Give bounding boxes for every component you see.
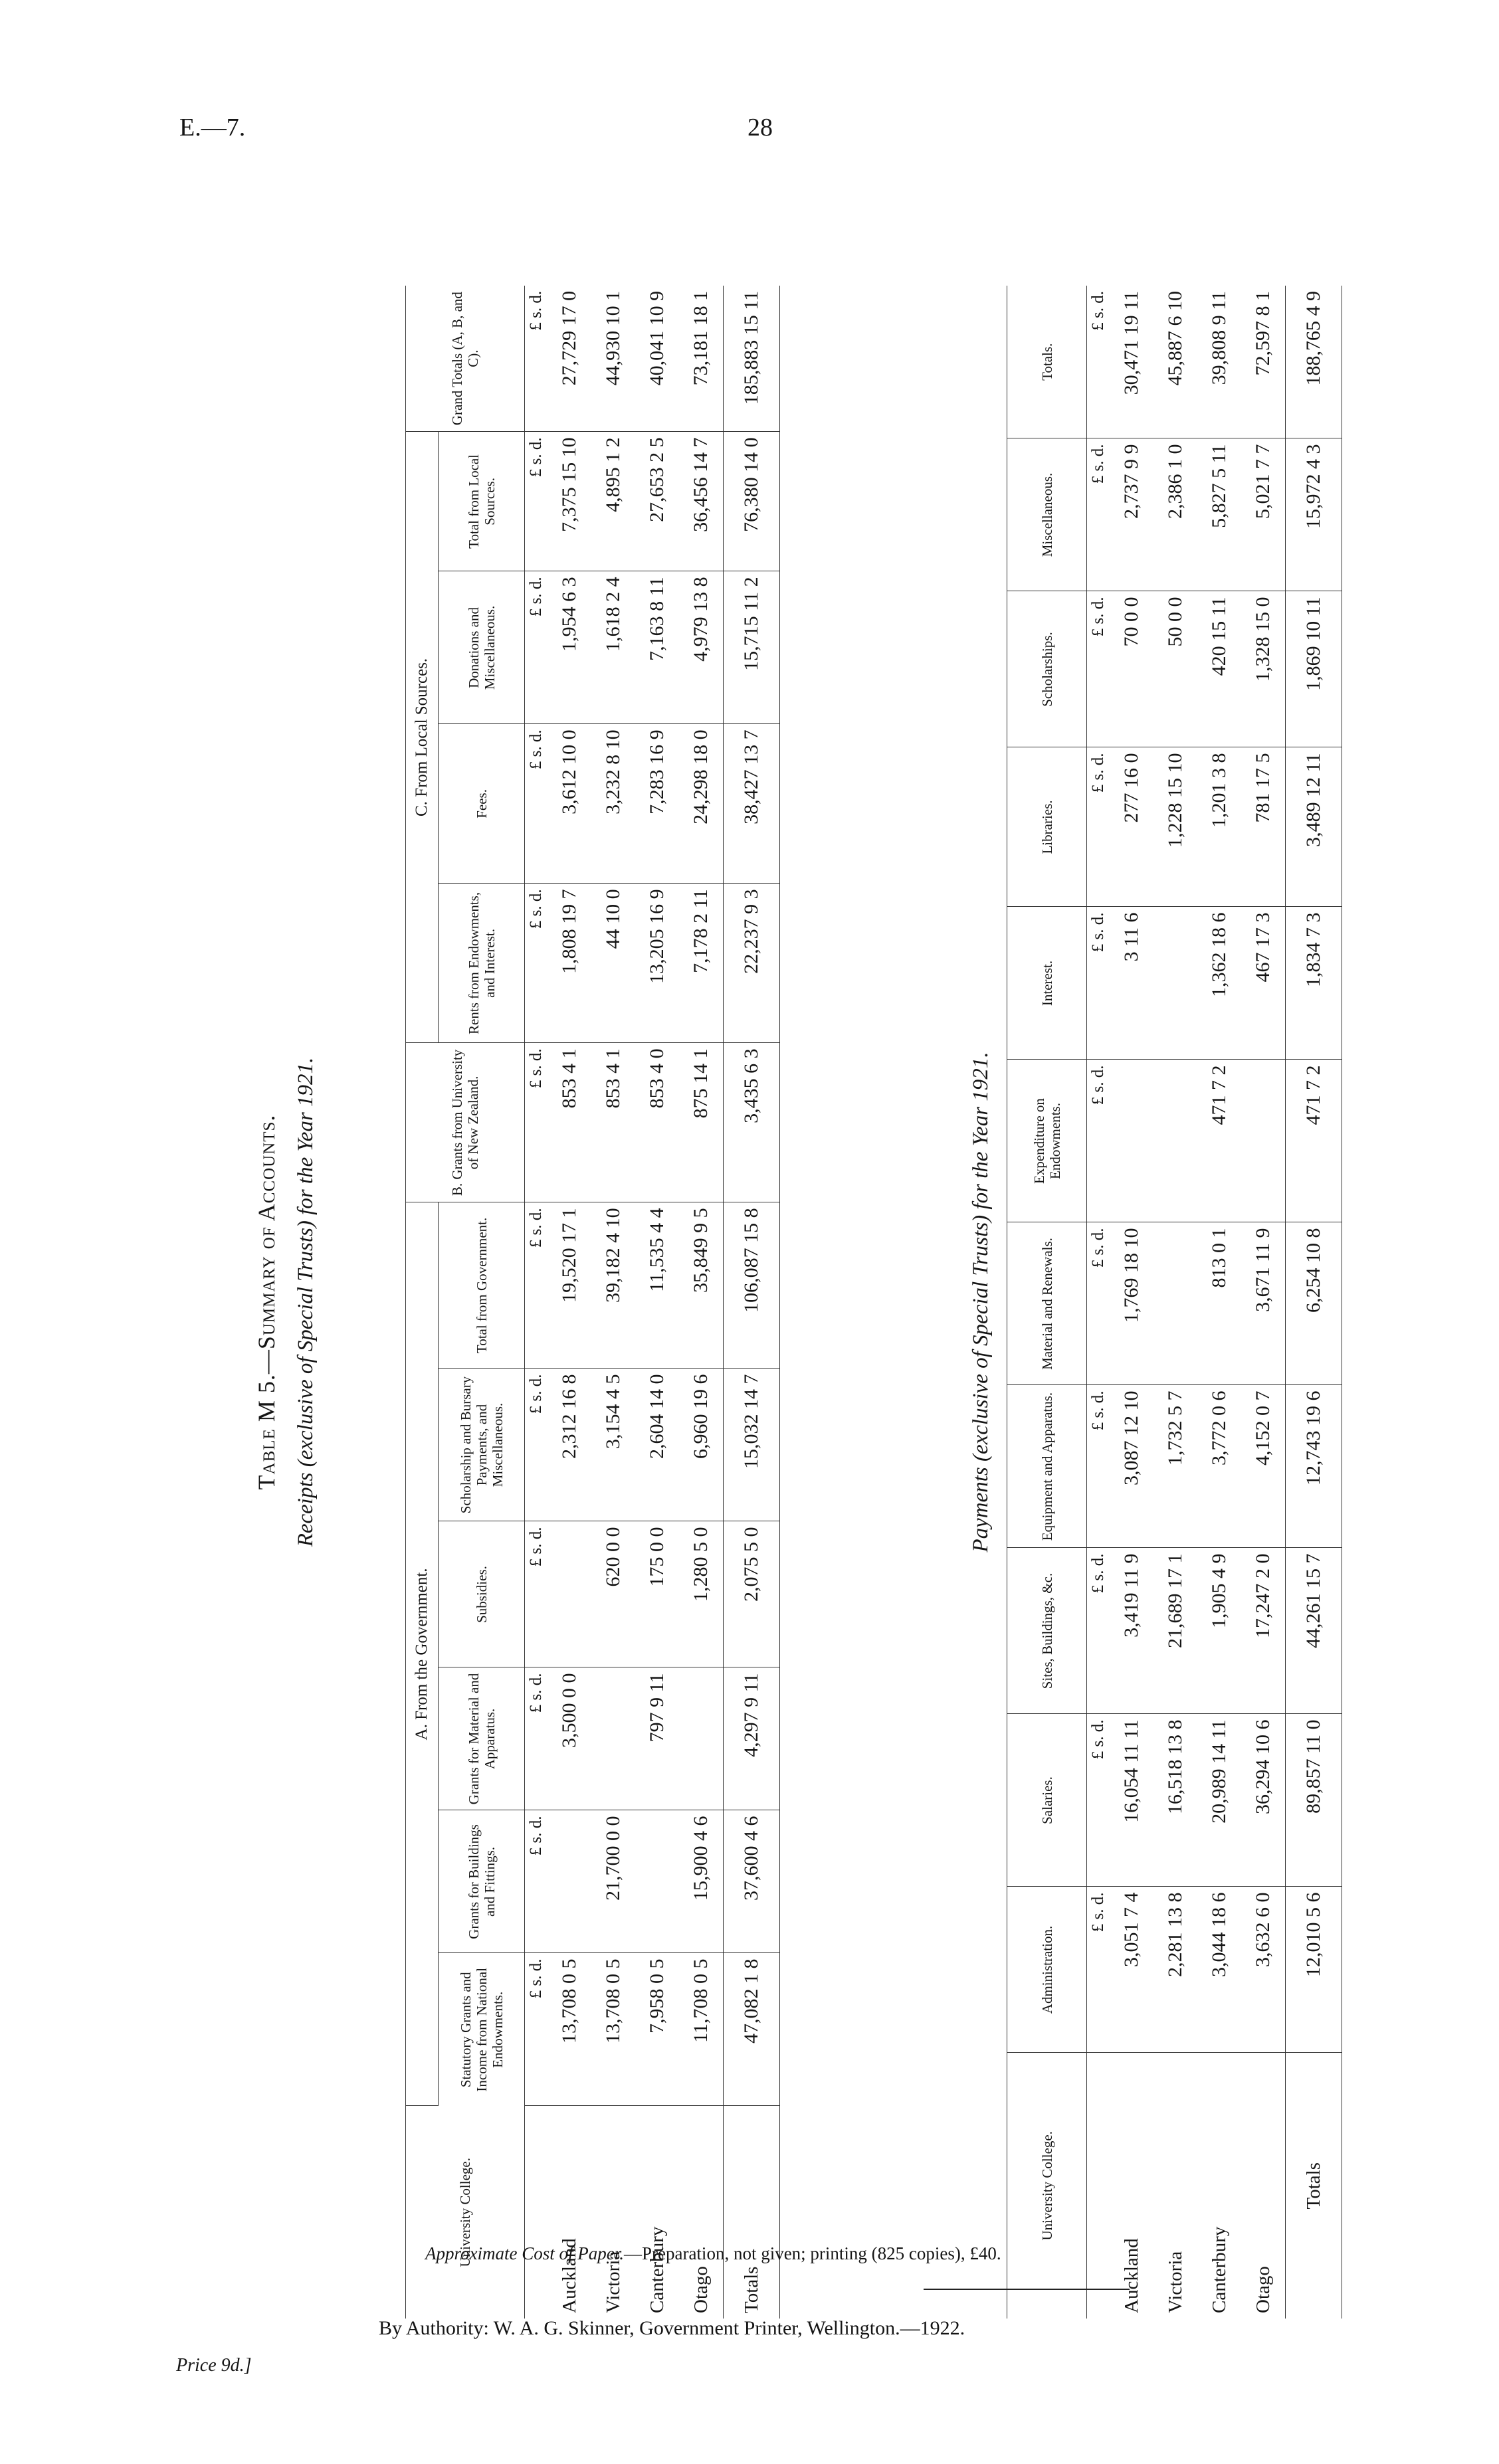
table-row xyxy=(1110,286,1153,2319)
payments-header-college: University College. xyxy=(1007,2053,1087,2319)
units-label: £ s. d. xyxy=(525,884,548,1043)
college-name: Auckland xyxy=(558,2238,580,2313)
cell: 11,535 4 4 xyxy=(635,1202,679,1369)
cell: 1,769 18 10 xyxy=(1110,1222,1153,1385)
table-row xyxy=(591,286,635,2319)
payments-subtitle: Payments (exclusive of Special Trusts) for the Year 1921. xyxy=(969,1052,993,1553)
payments-header-sites: Sites, Buildings, &c. xyxy=(1007,1548,1087,1714)
cell: 36,294 10 6 xyxy=(1241,1714,1286,1887)
page-reference: E.—7. xyxy=(179,114,246,142)
cell: 853 4 1 xyxy=(548,1043,591,1202)
cell: 7,283 16 9 xyxy=(635,724,679,884)
cell: 11,708 0 5 xyxy=(679,1953,724,2106)
units-label: £ s. d. xyxy=(525,1369,548,1521)
table-row xyxy=(679,286,724,2319)
receipts-header-statutory: Statutory Grants and Income from National Endowments. xyxy=(439,1953,525,2106)
units-label: £ s. d. xyxy=(1087,747,1110,907)
cell: 853 4 0 xyxy=(635,1043,679,1202)
cell: 24,298 18 0 xyxy=(679,724,724,884)
cell: 17,247 2 0 xyxy=(1241,1548,1286,1714)
receipts-header-fees: Fees. xyxy=(439,724,525,884)
college-name: Canterbury xyxy=(1208,2226,1230,2313)
receipts-header-college: University College. xyxy=(406,2106,525,2319)
cell: 13,708 0 5 xyxy=(548,1953,591,2106)
cell: 3,044 18 6 xyxy=(1197,1887,1241,2053)
cell: 1,362 18 6 xyxy=(1197,907,1241,1060)
cell: 3,671 11 9 xyxy=(1241,1222,1286,1385)
units-blank xyxy=(1087,2053,1110,2319)
units-label: £ s. d. xyxy=(1087,1548,1110,1714)
college-name: Victoria xyxy=(1164,2251,1186,2313)
receipts-table xyxy=(405,286,780,2319)
units-label: £ s. d. xyxy=(1087,1222,1110,1385)
table-row xyxy=(1197,286,1241,2319)
units-label: £ s. d. xyxy=(1087,591,1110,747)
totals-row xyxy=(1286,286,1342,2319)
cell: 4,895 1 2 xyxy=(591,432,635,571)
total-cell: 15,972 4 3 xyxy=(1286,438,1342,591)
cell: 16,054 11 11 xyxy=(1110,1714,1153,1887)
cell xyxy=(679,1667,724,1810)
cell: 15,900 4 6 xyxy=(679,1810,724,1953)
payments-header-equipment: Equipment and Apparatus. xyxy=(1007,1385,1087,1548)
cell xyxy=(1153,1222,1197,1385)
payments-header-salaries: Salaries. xyxy=(1007,1714,1087,1887)
receipts-header-rents: Rents from Endowments, and Interest. xyxy=(439,884,525,1043)
college-name: Otago xyxy=(690,2266,712,2313)
receipts-header-buildings: Grants for Buildings and Fittings. xyxy=(439,1810,525,1953)
cell: 2,737 9 9 xyxy=(1110,438,1153,591)
total-cell: 4,297 9 11 xyxy=(724,1667,780,1810)
cell: 27,653 2 5 xyxy=(635,432,679,571)
total-cell: 15,032 14 7 xyxy=(724,1369,780,1521)
cell: 5,827 5 11 xyxy=(1197,438,1241,591)
cell: 1,808 19 7 xyxy=(548,884,591,1043)
cell: 3 11 6 xyxy=(1110,907,1153,1060)
cell: 16,518 13 8 xyxy=(1153,1714,1197,1887)
total-cell: 89,857 11 0 xyxy=(1286,1714,1342,1887)
table-row xyxy=(548,286,591,2319)
cell: 853 4 1 xyxy=(591,1043,635,1202)
units-label: £ s. d. xyxy=(525,724,548,884)
cell: 21,689 17 1 xyxy=(1153,1548,1197,1714)
cell: 73,181 18 1 xyxy=(679,286,724,432)
payments-header-endowments: Expenditure on Endowments. xyxy=(1007,1060,1087,1222)
cost-of-paper-text: —Preparation, not given; printing (825 copies), £40. xyxy=(623,2243,1001,2263)
cell: 39,808 9 11 xyxy=(1197,286,1241,438)
receipts-header-material: Grants for Material and Apparatus. xyxy=(439,1667,525,1810)
total-cell: 471 7 2 xyxy=(1286,1060,1342,1222)
receipts-header-total-local: Total from Local Sources. xyxy=(439,432,525,571)
units-label: £ s. d. xyxy=(525,1202,548,1369)
cell: 70 0 0 xyxy=(1110,591,1153,747)
cell: 420 15 11 xyxy=(1197,591,1241,747)
receipts-header-university-grants: B. Grants from University of New Zealand. xyxy=(406,1043,525,1202)
total-cell: 15,715 11 2 xyxy=(724,571,780,724)
cell: 1,201 3 8 xyxy=(1197,747,1241,907)
units-label: £ s. d. xyxy=(525,1521,548,1667)
footer-rule xyxy=(924,2289,1130,2290)
units-label: £ s. d. xyxy=(525,1953,548,2106)
rotated-table-area xyxy=(252,286,1382,2319)
cell xyxy=(1110,1060,1153,1222)
cell: 13,708 0 5 xyxy=(591,1953,635,2106)
units-label: £ s. d. xyxy=(1087,907,1110,1060)
payments-header-libraries: Libraries. xyxy=(1007,747,1087,907)
totals-row xyxy=(724,286,780,2319)
cell: 277 16 0 xyxy=(1110,747,1153,907)
total-cell: 22,237 9 3 xyxy=(724,884,780,1043)
cell: 44 10 0 xyxy=(591,884,635,1043)
total-cell: 76,380 14 0 xyxy=(724,432,780,571)
total-cell: 12,010 5 6 xyxy=(1286,1887,1342,2053)
table-row xyxy=(1153,286,1197,2319)
total-cell: 3,435 6 3 xyxy=(724,1043,780,1202)
cell: 21,700 0 0 xyxy=(591,1810,635,1953)
cell: 13,205 16 9 xyxy=(635,884,679,1043)
page-number: 28 xyxy=(748,114,773,142)
cost-of-paper-note xyxy=(425,2243,1001,2264)
payments-header-totals: Totals. xyxy=(1007,286,1087,438)
total-cell: 38,427 13 7 xyxy=(724,724,780,884)
receipts-group-local: C. From Local Sources. xyxy=(406,432,439,1043)
totals-label: Totals xyxy=(724,2106,780,2319)
receipts-header-scholarship: Scholarship and Bursary Payments, and Miscellaneous. xyxy=(439,1369,525,1521)
cell: 7,163 8 11 xyxy=(635,571,679,724)
cell: 2,312 16 8 xyxy=(548,1369,591,1521)
units-blank xyxy=(525,2106,548,2319)
cell: 3,772 0 6 xyxy=(1197,1385,1241,1548)
units-label: £ s. d. xyxy=(525,1043,548,1202)
cell: 7,958 0 5 xyxy=(635,1953,679,2106)
cell: 3,232 8 10 xyxy=(591,724,635,884)
cell: 3,051 7 4 xyxy=(1110,1887,1153,2053)
units-label: £ s. d. xyxy=(1087,438,1110,591)
receipts-header-subsidies: Subsidies. xyxy=(439,1521,525,1667)
cell: 875 14 1 xyxy=(679,1043,724,1202)
receipts-header-total-government: Total from Government. xyxy=(439,1202,525,1369)
cell: 3,500 0 0 xyxy=(548,1667,591,1810)
cell: 471 7 2 xyxy=(1197,1060,1241,1222)
cell: 4,152 0 7 xyxy=(1241,1385,1286,1548)
cell: 3,419 11 9 xyxy=(1110,1548,1153,1714)
totals-label: Totals xyxy=(1286,2053,1342,2319)
cell: 1,732 5 7 xyxy=(1153,1385,1197,1548)
total-cell: 106,087 15 8 xyxy=(724,1202,780,1369)
cell: 781 17 5 xyxy=(1241,747,1286,907)
units-label: £ s. d. xyxy=(525,571,548,724)
cell: 3,087 12 10 xyxy=(1110,1385,1153,1548)
cell: 6,960 19 6 xyxy=(679,1369,724,1521)
total-cell: 2,075 5 0 xyxy=(724,1521,780,1667)
units-label: £ s. d. xyxy=(525,1667,548,1810)
cell: 30,471 19 11 xyxy=(1110,286,1153,438)
units-label: £ s. d. xyxy=(1087,1714,1110,1887)
cell xyxy=(548,1810,591,1953)
payments-table xyxy=(1007,286,1342,2319)
total-cell: 185,883 15 11 xyxy=(724,286,780,432)
cell: 2,281 13 8 xyxy=(1153,1887,1197,2053)
total-cell: 188,765 4 9 xyxy=(1286,286,1342,438)
receipts-header-donations: Donations and Miscellaneous. xyxy=(439,571,525,724)
table-row xyxy=(635,286,679,2319)
cost-of-paper-label: Approximate Cost of Paper. xyxy=(425,2243,624,2263)
units-label: £ s. d. xyxy=(1087,1060,1110,1222)
total-cell: 37,600 4 6 xyxy=(724,1810,780,1953)
cell: 1,228 15 10 xyxy=(1153,747,1197,907)
cell: 1,328 15 0 xyxy=(1241,591,1286,747)
cell: 45,887 6 10 xyxy=(1153,286,1197,438)
college-name: Auckland xyxy=(1120,2238,1142,2313)
cell: 20,989 14 11 xyxy=(1197,1714,1241,1887)
payments-header-administration: Administration. xyxy=(1007,1887,1087,2053)
cell: 4,979 13 8 xyxy=(679,571,724,724)
units-label: £ s. d. xyxy=(525,286,548,432)
cell: 7,178 2 11 xyxy=(679,884,724,1043)
cell: 620 0 0 xyxy=(591,1521,635,1667)
units-label: £ s. d. xyxy=(525,1810,548,1953)
cell: 2,604 14 0 xyxy=(635,1369,679,1521)
cell: 3,632 6 0 xyxy=(1241,1887,1286,2053)
payments-header-material: Material and Renewals. xyxy=(1007,1222,1087,1385)
college-name: Otago xyxy=(1252,2266,1274,2313)
total-cell: 44,261 15 7 xyxy=(1286,1548,1342,1714)
cell: 5,021 7 7 xyxy=(1241,438,1286,591)
total-cell: 6,254 10 8 xyxy=(1286,1222,1342,1385)
college-name: Canterbury xyxy=(646,2226,668,2313)
cell: 39,182 4 10 xyxy=(591,1202,635,1369)
units-label: £ s. d. xyxy=(1087,1887,1110,2053)
cell: 797 9 11 xyxy=(635,1667,679,1810)
total-cell: 3,489 12 11 xyxy=(1286,747,1342,907)
units-label: £ s. d. xyxy=(1087,1385,1110,1548)
cell: 50 0 0 xyxy=(1153,591,1197,747)
total-cell: 47,082 1 8 xyxy=(724,1953,780,2106)
receipts-subtitle: Receipts (exclusive of Special Trusts) for the Year 1921. xyxy=(294,1057,318,1547)
cell: 467 17 3 xyxy=(1241,907,1286,1060)
cell xyxy=(1153,907,1197,1060)
cell xyxy=(591,1667,635,1810)
cell xyxy=(1241,1060,1286,1222)
cell: 72,597 8 1 xyxy=(1241,286,1286,438)
cell: 7,375 15 10 xyxy=(548,432,591,571)
cell: 40,041 10 9 xyxy=(635,286,679,432)
cell xyxy=(1153,1060,1197,1222)
cell: 44,930 10 1 xyxy=(591,286,635,432)
cell: 1,280 5 0 xyxy=(679,1521,724,1667)
payments-header-scholarships: Scholarships. xyxy=(1007,591,1087,747)
college-name: Victoria xyxy=(602,2251,624,2313)
total-cell: 1,834 7 3 xyxy=(1286,907,1342,1060)
total-cell: 1,869 10 11 xyxy=(1286,591,1342,747)
cell: 3,154 4 5 xyxy=(591,1369,635,1521)
cell: 1,905 4 9 xyxy=(1197,1548,1241,1714)
payments-header-miscellaneous: Miscellaneous. xyxy=(1007,438,1087,591)
cell: 1,618 2 4 xyxy=(591,571,635,724)
receipts-header-grand-totals: Grand Totals (A, B, and C). xyxy=(406,286,525,432)
cell: 35,849 9 5 xyxy=(679,1202,724,1369)
payments-header-interest: Interest. xyxy=(1007,907,1087,1060)
total-cell: 12,743 19 6 xyxy=(1286,1385,1342,1548)
cell: 3,612 10 0 xyxy=(548,724,591,884)
cell: 2,386 1 0 xyxy=(1153,438,1197,591)
cell: 1,954 6 3 xyxy=(548,571,591,724)
price-label: Price 9d.] xyxy=(176,2355,252,2376)
table-title: Table M 5.—Summary of Accounts. xyxy=(253,1114,280,1490)
units-label: £ s. d. xyxy=(525,432,548,571)
cell: 19,520 17 1 xyxy=(548,1202,591,1369)
cell: 36,456 14 7 xyxy=(679,432,724,571)
cell xyxy=(635,1810,679,1953)
cell: 27,729 17 0 xyxy=(548,286,591,432)
cell xyxy=(548,1521,591,1667)
table-row xyxy=(1241,286,1286,2319)
cell: 813 0 1 xyxy=(1197,1222,1241,1385)
units-label: £ s. d. xyxy=(1087,286,1110,438)
printer-authority: By Authority: W. A. G. Skinner, Government Printer, Wellington.—1922. xyxy=(379,2317,965,2339)
receipts-group-government: A. From the Government. xyxy=(406,1202,439,2106)
cell: 175 0 0 xyxy=(635,1521,679,1667)
